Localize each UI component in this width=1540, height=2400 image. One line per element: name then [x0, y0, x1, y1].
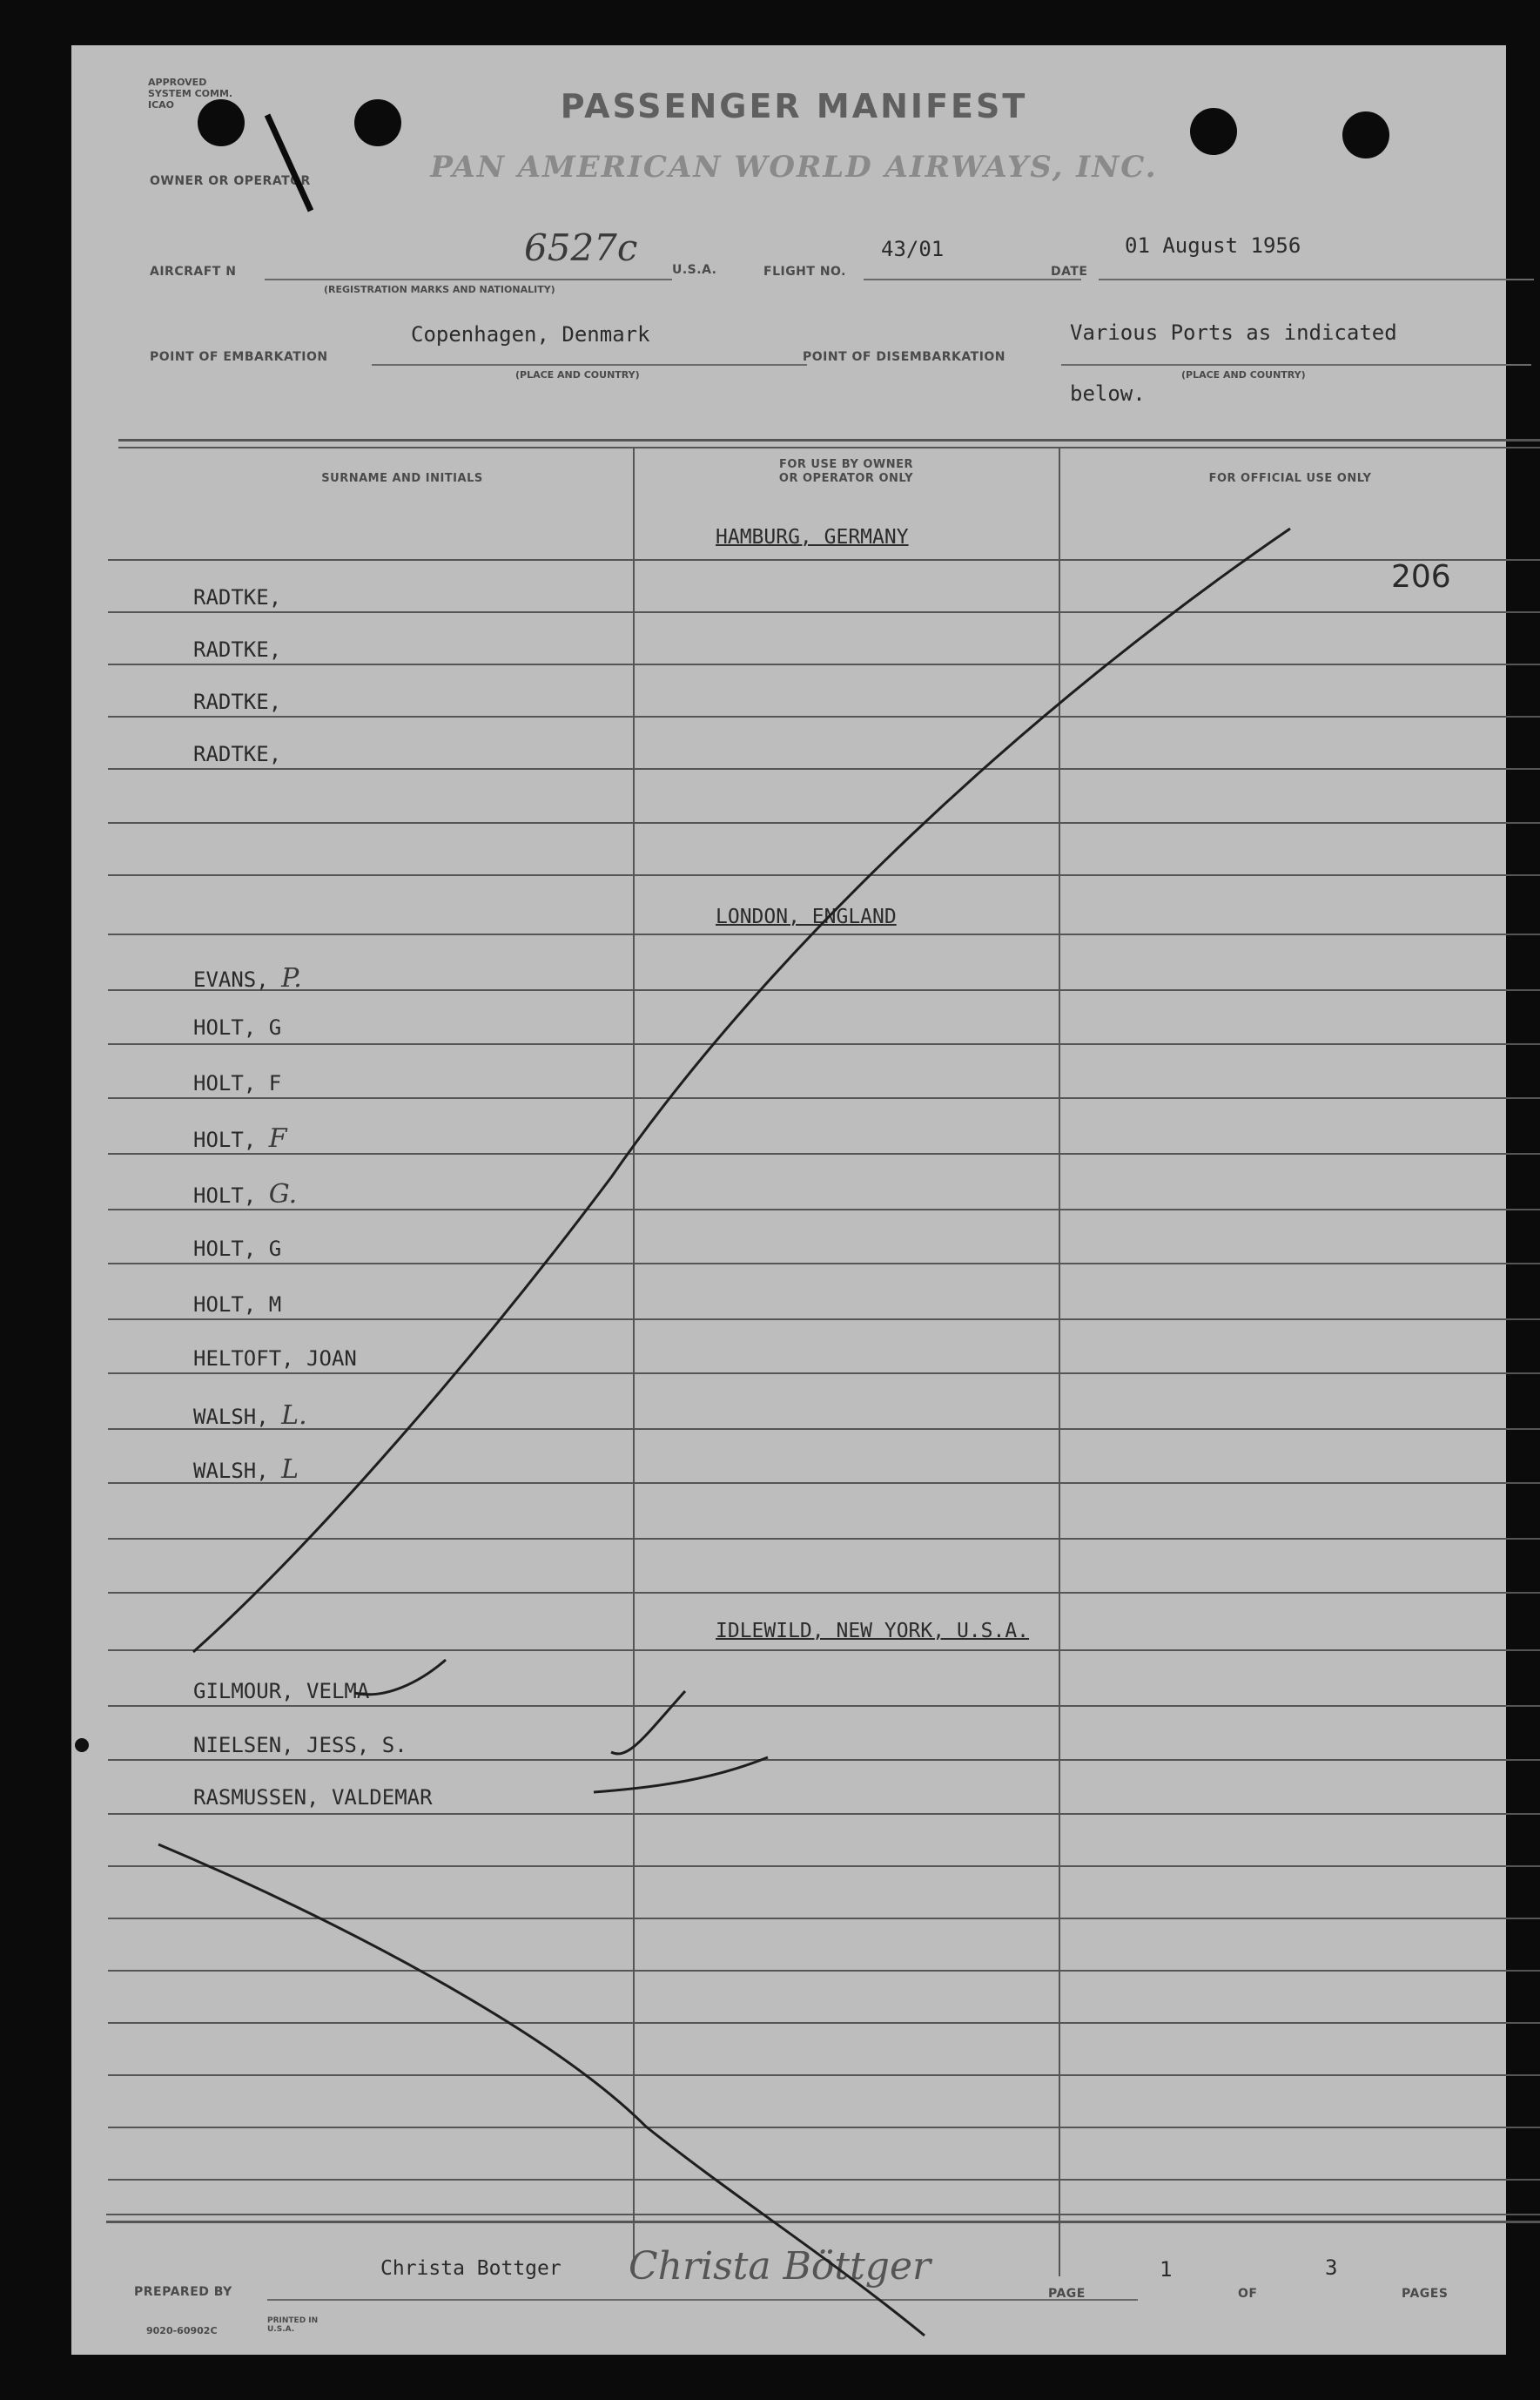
page-title: PASSENGER MANIFEST: [560, 87, 1028, 125]
aircraft-label: AIRCRAFT N: [150, 265, 237, 279]
column-header-owner-line1: FOR USE BY OWNER: [778, 458, 914, 471]
passenger-initial-handwritten: L.: [281, 1400, 307, 1431]
aircraft-caption: (REGISTRATION MARKS AND NATIONALITY): [324, 284, 555, 295]
passenger-surname: RADTKE,: [193, 690, 282, 714]
passenger-surname: EVANS,: [193, 967, 269, 992]
stray-mark-top: [267, 115, 311, 211]
preparer-name: Christa Bottger: [380, 2257, 562, 2280]
disembarkation-label: POINT OF DISEMBARKATION: [803, 350, 1006, 364]
passenger-surname: HOLT, F: [193, 1071, 282, 1096]
column-header-official: FOR OFFICIAL USE ONLY: [1208, 472, 1372, 485]
of-label: OF: [1238, 2287, 1258, 2301]
usa-label: U.S.A.: [672, 263, 717, 277]
passenger-surname: GILMOUR, VELMA: [193, 1679, 370, 1703]
passenger-surname: RADTKE,: [193, 585, 282, 610]
passenger-initial-handwritten: G.: [268, 1179, 298, 1210]
flight-date: 01 August 1956: [1125, 233, 1301, 258]
embarkation-place: Copenhagen, Denmark: [411, 322, 650, 347]
embarkation-caption: (PLACE AND COUNTRY): [515, 369, 640, 381]
approval-stamp: APPROVED SYSTEM COMM. ICAO: [148, 77, 233, 111]
passenger-surname: NIELSEN, JESS, S.: [193, 1733, 407, 1757]
disembarkation-place: Various Ports as indicated: [1070, 320, 1397, 345]
aircraft-number: 6527c: [524, 226, 638, 269]
cancel-line-lower: [158, 1844, 925, 2336]
official-count: 206: [1391, 559, 1451, 595]
preparer-signature: Christa Böttger: [629, 2244, 931, 2289]
flight-number: 43/01: [881, 237, 945, 261]
passenger-surname: WALSH,: [193, 1459, 269, 1483]
page-total: 3: [1325, 2255, 1338, 2280]
printed-note: PRINTED IN U.S.A.: [267, 2316, 319, 2334]
form-number: 9020-60902C: [146, 2325, 218, 2336]
pen-marks: [71, 45, 1506, 2355]
embarkation-label: POINT OF EMBARKATION: [150, 350, 328, 364]
owner-label: OWNER OR OPERATOR: [150, 174, 311, 188]
passenger-surname: WALSH,: [193, 1405, 269, 1429]
prepared-by-label: PREPARED BY: [134, 2285, 232, 2299]
date-label: DATE: [1051, 265, 1088, 279]
cancel-line-upper: [193, 529, 1290, 1652]
passenger-surname: HOLT, G: [193, 1237, 282, 1261]
disembarkation-caption: (PLACE AND COUNTRY): [1181, 369, 1306, 381]
column-header-surname: SURNAME AND INITIALS: [321, 472, 483, 485]
manifest-sheet: [71, 45, 1506, 2355]
passenger-surname: HELTOFT, JOAN: [193, 1346, 357, 1371]
check-mark-2: [611, 1691, 685, 1754]
passenger-surname: RADTKE,: [193, 637, 282, 662]
passenger-surname: HOLT, M: [193, 1292, 282, 1317]
bullet-dot: [75, 1738, 89, 1752]
check-mark-3: [594, 1757, 768, 1792]
flight-label: FLIGHT NO.: [763, 265, 846, 279]
pages-label: PAGES: [1402, 2287, 1449, 2301]
passenger-initial-handwritten: F: [268, 1123, 287, 1154]
destination-idlewild: IDLEWILD, NEW YORK, U.S.A.: [716, 1620, 1030, 1642]
check-mark-1: [354, 1660, 446, 1695]
passenger-surname: HOLT,: [193, 1128, 257, 1152]
page-number: 1: [1160, 2257, 1173, 2282]
disembarkation-continued: below.: [1070, 381, 1146, 406]
passenger-initial-handwritten: P.: [281, 963, 302, 994]
column-header-owner-line2: OR OPERATOR ONLY: [778, 472, 914, 485]
passenger-surname: RASMUSSEN, VALDEMAR: [193, 1785, 433, 1810]
destination-hamburg: HAMBURG, GERMANY: [716, 526, 909, 549]
passenger-surname: RADTKE,: [193, 742, 282, 766]
destination-london: LONDON, ENGLAND: [716, 906, 897, 928]
passenger-surname: HOLT, G: [193, 1015, 282, 1040]
passenger-initial-handwritten: L: [281, 1454, 299, 1485]
company-name: PAN AMERICAN WORLD AIRWAYS, INC.: [430, 150, 1158, 185]
passenger-surname: HOLT,: [193, 1183, 257, 1208]
page-label: PAGE: [1048, 2287, 1086, 2301]
